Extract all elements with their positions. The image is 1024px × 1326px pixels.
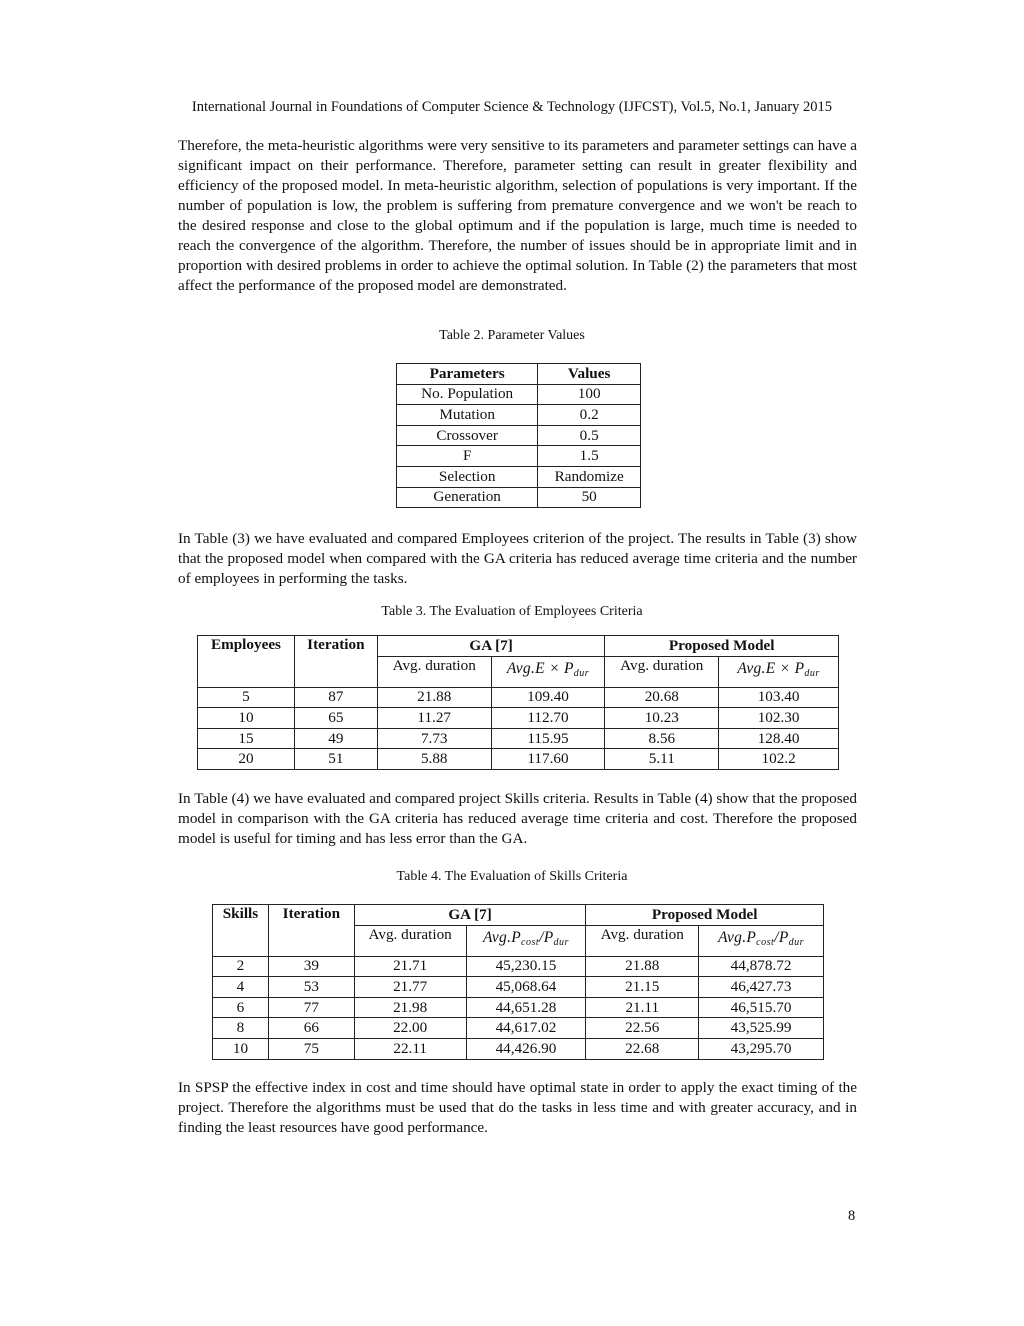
table-row [198, 687, 839, 708]
table-row [213, 997, 824, 1018]
table-cell: 75 [268, 1038, 354, 1059]
table-2-header-values: Values [538, 364, 641, 385]
table-4-header-proposed-model: Proposed Model [586, 905, 824, 926]
table-cell: Randomize [538, 466, 641, 487]
table-cell: 0.2 [538, 405, 641, 426]
table-cell: 22.56 [586, 1018, 699, 1039]
table-cell: 128.40 [719, 728, 839, 749]
table-cell: 21.88 [377, 687, 491, 708]
table-3-header-ga: GA [7] [377, 636, 605, 657]
table-cell: 44,878.72 [699, 956, 824, 977]
table-cell: 21.77 [354, 977, 466, 998]
table-cell: 77 [268, 997, 354, 1018]
table-cell: 45,068.64 [466, 977, 586, 998]
table-3-subheader-pm-avg-duration: Avg. duration [605, 656, 719, 687]
table-cell: 50 [538, 487, 641, 508]
table-cell: 100 [538, 384, 641, 405]
page-number: 8 [848, 1208, 856, 1224]
table-cell: 45,230.15 [466, 956, 586, 977]
table-cell: F [397, 446, 538, 467]
table-row [397, 466, 641, 487]
table-3-subheader-ga-avg-duration: Avg. duration [377, 656, 491, 687]
table-cell: 5.88 [377, 749, 491, 770]
table-cell: 22.00 [354, 1018, 466, 1039]
table-4-header-ga: GA [7] [354, 905, 586, 926]
table-4-header-row [213, 905, 824, 926]
table-cell: Mutation [397, 405, 538, 426]
table-cell: 2 [213, 956, 269, 977]
table-3-header-iteration: Iteration [294, 636, 377, 688]
table-3-header-proposed-model: Proposed Model [605, 636, 839, 657]
table-cell: 21.98 [354, 997, 466, 1018]
table-cell: 5 [198, 687, 295, 708]
table-cell: 87 [294, 687, 377, 708]
table-cell: 20 [198, 749, 295, 770]
table-3-subheader-ga-formula: $Avg.E \times P_{dur}$ [491, 656, 605, 687]
table-cell: 10.23 [605, 708, 719, 729]
table-cell: 65 [294, 708, 377, 729]
table-cell: 43,525.99 [699, 1018, 824, 1039]
table-cell: 46,427.73 [699, 977, 824, 998]
table-row [213, 977, 824, 998]
table-3-header-row [198, 636, 839, 657]
table-4-skills-criteria [212, 904, 824, 1060]
table-cell: 43,295.70 [699, 1038, 824, 1059]
table-cell: 39 [268, 956, 354, 977]
table-2-header-parameters: Parameters [397, 364, 538, 385]
table-cell: 4 [213, 977, 269, 998]
table-4-header-iteration: Iteration [268, 905, 354, 957]
table-cell: 102.2 [719, 749, 839, 770]
table-row [213, 1018, 824, 1039]
table-cell: 46,515.70 [699, 997, 824, 1018]
table-row [397, 425, 641, 446]
table-row [397, 446, 641, 467]
table-cell: 117.60 [491, 749, 605, 770]
table-2-parameter-values [396, 363, 641, 508]
table-row [198, 749, 839, 770]
table-cell: 103.40 [719, 687, 839, 708]
table-4-subheader-ga-formula: $Avg.P_{cost}/P_{dur}$ [466, 925, 586, 956]
table-cell: 10 [198, 708, 295, 729]
table-row [198, 708, 839, 729]
table-3-employees-criteria [197, 635, 839, 770]
paragraph-skills-criteria: In Table (4) we have evaluated and compared project Skills criteria. Results in Table (4) show that the proposed model in comparison with the GA criteria has reduced average time criteria and cost. Therefore the proposed model is useful for timing and has less error than the GA. [178, 790, 857, 847]
table-3-header-employees: Employees [198, 636, 295, 688]
table-4-subheader-ga-avg-duration: Avg. duration [354, 925, 466, 956]
table-4-header-skills: Skills [213, 905, 269, 957]
table-cell: 44,651.28 [466, 997, 586, 1018]
table-4-subheader-pm-formula: $Avg.P_{cost}/P_{dur}$ [699, 925, 824, 956]
table-cell: Crossover [397, 425, 538, 446]
table-cell: 53 [268, 977, 354, 998]
table-cell: 21.15 [586, 977, 699, 998]
table-cell: 102.30 [719, 708, 839, 729]
table-cell: Generation [397, 487, 538, 508]
table-cell: 51 [294, 749, 377, 770]
table-cell: 21.71 [354, 956, 466, 977]
table-row [397, 384, 641, 405]
table-cell: 10 [213, 1038, 269, 1059]
table-cell: 8 [213, 1018, 269, 1039]
table-row [213, 956, 824, 977]
table-row [397, 487, 641, 508]
table-row [397, 405, 641, 426]
table-cell: No. Population [397, 384, 538, 405]
paragraph-parameter-settings: Therefore, the meta-heuristic algorithms were very sensitive to its parameters and parameter settings can have a significant impact on their performance. Therefore, parameter setting can result in greater flexibility and efficiency of the proposed model. In meta-heuristic algorithm, selection of populations is very important. If the number of population is low, the problem is suffering from premature convergence and we won't be reach to the desired response and close to the global optimum and if the population is large, much time is needed to reach the convergence of the algorithm. Therefore, the number of issues should be in appropriate limit and in proportion with desired problems in order to achieve the optimal solution. In Table (2) the parameters that most affect the performance of the proposed model are demonstrated. [178, 137, 857, 294]
table-4-caption: Table 4. The Evaluation of Skills Criteria [396, 869, 628, 884]
table-cell: 15 [198, 728, 295, 749]
table-cell: 1.5 [538, 446, 641, 467]
paragraph-employees-criterion: In Table (3) we have evaluated and compared Employees criterion of the project. The results in Table (3) show that the proposed model when compared with the GA criteria has reduced average time criteria and the number of employees in performing the tasks. [178, 530, 857, 587]
table-cell: 0.5 [538, 425, 641, 446]
paragraph-spsp-conclusion: In SPSP the effective index in cost and time should have optimal state in order to apply the exact timing of the project. Therefore the algorithms must be used that do the tasks in less time and with greater accuracy, and in finding the least resources have good performance. [178, 1079, 857, 1136]
table-3-caption: Table 3. The Evaluation of Employees Criteria [381, 604, 643, 619]
table-cell: 112.70 [491, 708, 605, 729]
table-4-subheader-pm-avg-duration: Avg. duration [586, 925, 699, 956]
table-cell: 5.11 [605, 749, 719, 770]
running-header: International Journal in Foundations of Computer Science & Technology (IJFCST), Vol.5, No.1, January 2015 [191, 99, 833, 115]
table-cell: 115.95 [491, 728, 605, 749]
table-cell: 20.68 [605, 687, 719, 708]
table-row [213, 1038, 824, 1059]
table-cell: 44,426.90 [466, 1038, 586, 1059]
table-2-caption: Table 2. Parameter Values [439, 328, 585, 343]
table-cell: Selection [397, 466, 538, 487]
table-cell: 109.40 [491, 687, 605, 708]
table-cell: 21.11 [586, 997, 699, 1018]
table-cell: 11.27 [377, 708, 491, 729]
table-cell: 8.56 [605, 728, 719, 749]
table-cell: 44,617.02 [466, 1018, 586, 1039]
table-cell: 21.88 [586, 956, 699, 977]
table-row [198, 728, 839, 749]
table-cell: 22.68 [586, 1038, 699, 1059]
table-cell: 22.11 [354, 1038, 466, 1059]
table-cell: 66 [268, 1018, 354, 1039]
table-cell: 6 [213, 997, 269, 1018]
table-3-subheader-pm-formula: $Avg.E \times P_{dur}$ [719, 656, 839, 687]
table-cell: 7.73 [377, 728, 491, 749]
table-2-header-row [397, 364, 641, 385]
table-cell: 49 [294, 728, 377, 749]
